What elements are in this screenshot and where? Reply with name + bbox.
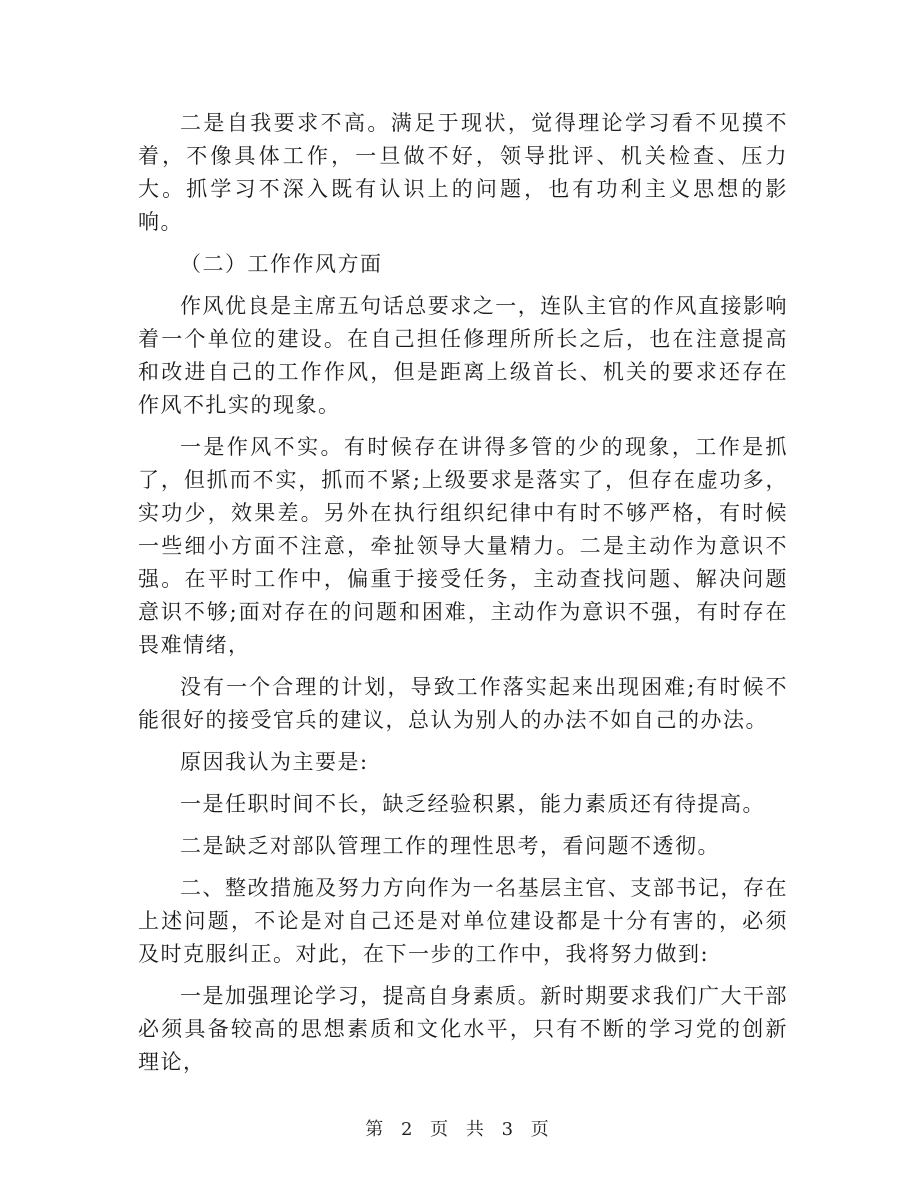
- section-heading-work-style: （二）工作作风方面: [180, 252, 383, 276]
- paragraph-5: 没有一个合理的计划，导致工作落实起来出现困难;有时候不能很好的接受官兵的建议，总认为别人的办法不如自己的办法。: [138, 675, 788, 732]
- paragraph-10: 一是加强理论学习，提高自身素质。新时期要求我们广大干部必须具备较高的思想素质和文化水平，只有不断的学习党的创新理论，: [138, 984, 788, 1074]
- paragraph-8: 二是缺乏对部队管理工作的理性思考，看问题不透彻。: [180, 834, 720, 858]
- paragraph-7: 一是任职时间不长，缺乏经验积累，能力素质还有待提高。: [180, 792, 765, 816]
- paragraph-4: 一是作风不实。有时候存在讲得多管的少的现象，工作是抓了，但抓而不实，抓而不紧;上级要求是落实了，但存在虚功多，实功少，效果差。另外在执行组织纪律中有时不够严格，有时候一些细小方面不注意，牵扯领导大量精力。二是主动作为意识不强。在平时工作中，偏重于接受任务，主动查找问题、解决问题意识不够;面对存在的问题和困难，主动作为意识不强，有时存在畏难情绪，: [138, 435, 788, 657]
- paragraph-9: 二、整改措施及努力方向作为一名基层主官、支部书记，存在上述问题，不论是对自己还是对单位建设都是十分有害的，必须及时克服纠正。对此，在下一步的工作中，我将努力做到:: [138, 876, 788, 966]
- paragraph-3: 作风优良是主席五句话总要求之一，连队主官的作风直接影响着一个单位的建设。在自己担任修理所所长之后，也在注意提高和改进自己的工作作风，但是距离上级首长、机关的要求还存在作风不扎实的现象。: [138, 294, 788, 417]
- document-body: [138, 107, 788, 1088]
- page-footer: 第 2 页 共 3 页: [365, 1119, 555, 1140]
- paragraph-6: 原因我认为主要是:: [180, 750, 369, 774]
- paragraph-1: 二是自我要求不高。满足于现状，觉得理论学习看不见摸不着，不像具体工作，一旦做不好，领导批评、机关检查、压力大。抓学习不深入既有认识上的问题，也有功利主义思想的影响。: [138, 111, 788, 234]
